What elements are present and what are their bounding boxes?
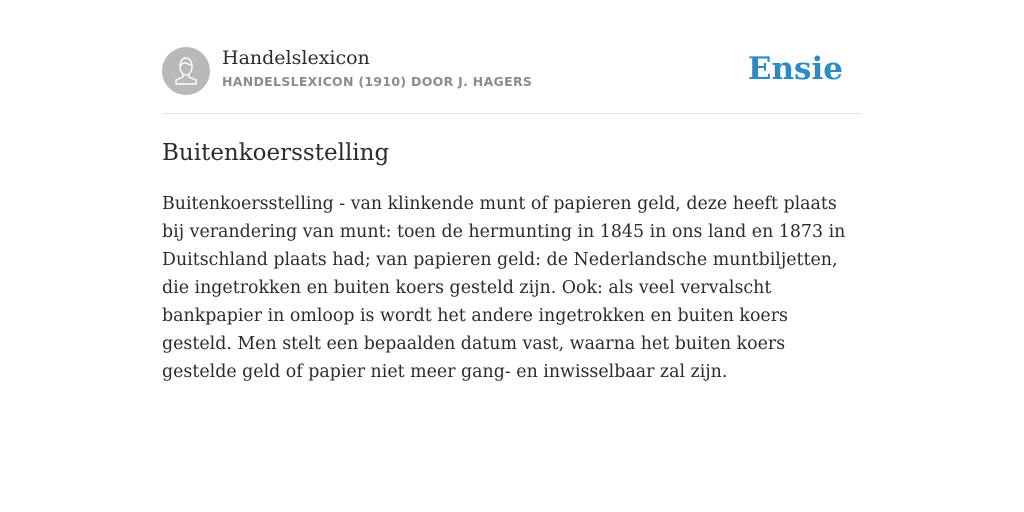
source-label[interactable]: HANDELSLEXICON (1910) DOOR J. HAGERS — [222, 74, 533, 89]
brand-logo[interactable]: Ensie — [747, 51, 843, 87]
article-body: Buitenkoersstelling - van klinkende munt of papieren geld, deze heeft plaats bij verandering van munt: toen de hermunting in 1845 in ons land en 1873 in Duitschland plaats had; van papieren geld: de Nederlandsche muntbiljetten, die ingetrokken en buiten koers gesteld zijn. Ook: als veel vervalscht bankpapier in omloop is wordt het andere ingetrokken en buiten koers gesteld. Men stelt een bepaalden datum vast, waarna het buiten koers gestelde geld of papier niet meer gang- en inwisselbaar zal zijn. — [162, 194, 846, 382]
author-name[interactable]: Handelslexicon — [222, 47, 370, 69]
page-title: Buitenkoersstelling — [162, 140, 390, 166]
divider — [162, 113, 862, 114]
header — [162, 46, 862, 96]
avatar[interactable] — [162, 47, 210, 95]
user-silhouette-icon — [162, 47, 210, 95]
